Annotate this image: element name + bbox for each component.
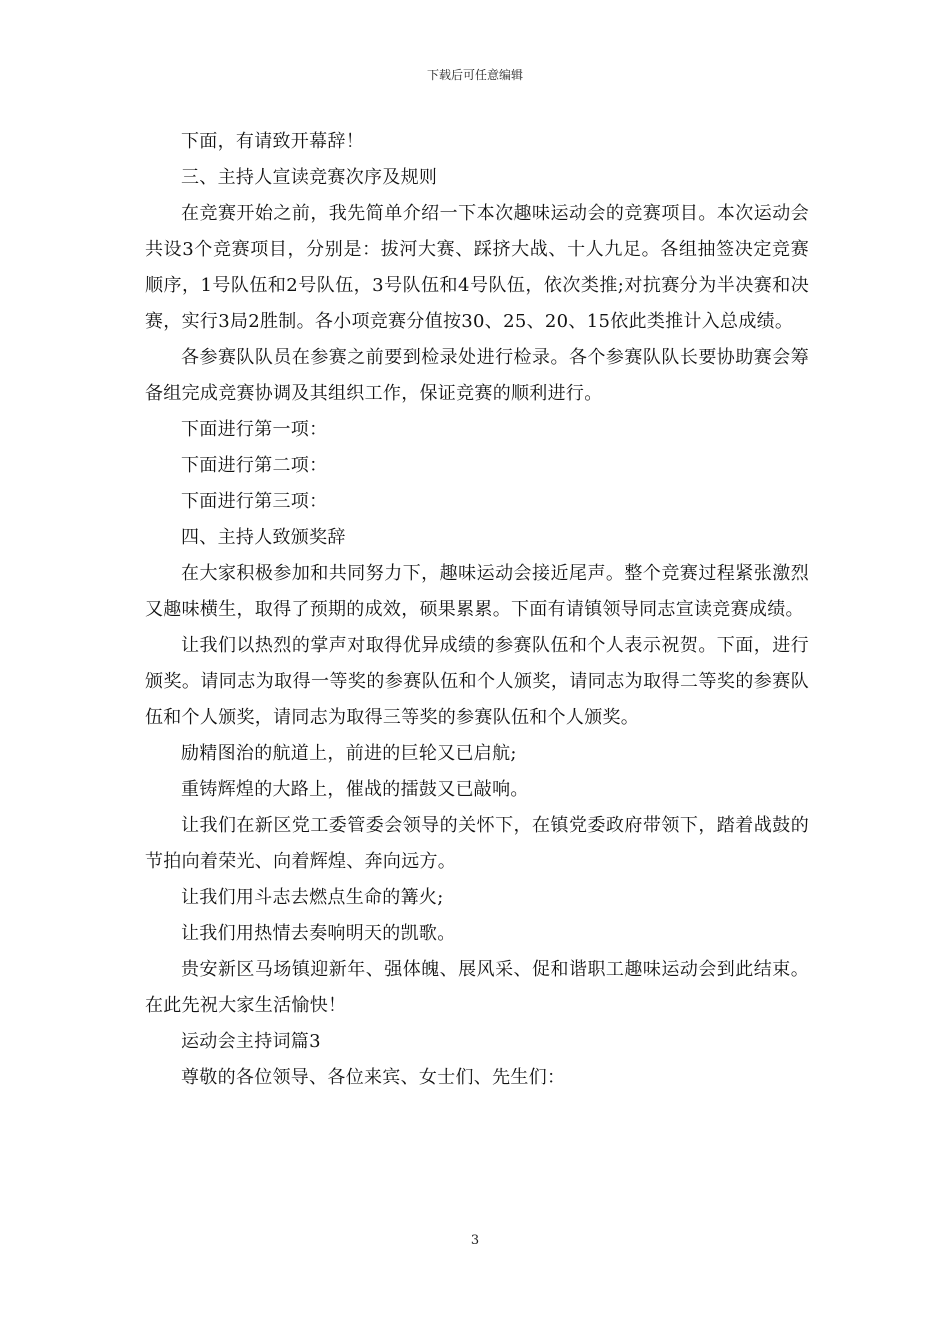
paragraph: 在竞赛开始之前，我先简单介绍一下本次趣味运动会的竞赛项目。本次运动会共设3个竞赛项目，分别是：拔河大赛、踩挤大战、十人九足。各组抽签决定竞赛顺序，1号队伍和2号队伍，3号队伍和4号队伍，依次类推;对抗赛分为半决赛和决赛，实行3局2胜制。各小项竞赛分值按30、25、20、15依此类推计入总成绩。 [145,203,809,332]
paragraph: 下面进行第二项： [181,455,328,476]
section-heading: 运动会主持词篇3 [181,1031,321,1052]
paragraph: 在大家积极参加和共同努力下，趣味运动会接近尾声。整个竞赛过程紧张激烈又趣味横生，取得了预期的成效，硕果累累。下面有请镇领导同志宣读竞赛成绩。 [145,563,809,620]
page-header: 下载后可任意编辑 [426,68,523,82]
paragraph: 重铸辉煌的大路上，催战的擂鼓又已敲响。 [181,779,529,800]
section-heading: 四、主持人致颁奖辞 [181,527,346,548]
paragraph: 各参赛队队员在参赛之前要到检录处进行检录。各个参赛队队长要协助赛会筹备组完成竞赛协调及其组织工作，保证竞赛的顺利进行。 [145,347,809,404]
paragraph: 下面进行第三项： [181,491,328,512]
document-body [145,124,809,1096]
paragraph: 贵安新区马场镇迎新年、强体魄、展风采、促和谐职工趣味运动会到此结束。在此先祝大家生活愉快！ [145,959,809,1016]
paragraph: 让我们在新区党工委管委会领导的关怀下，在镇党委政府带领下，踏着战鼓的节拍向着荣光、向着辉煌、奔向远方。 [145,815,809,872]
paragraph: 让我们以热烈的掌声对取得优异成绩的参赛队伍和个人表示祝贺。下面，进行颁奖。请同志为取得一等奖的参赛队伍和个人颁奖，请同志为取得二等奖的参赛队伍和个人颁奖，请同志为取得三等奖的参赛队伍和个人颁奖。 [145,635,809,728]
paragraph: 让我们用热情去奏响明天的凯歌。 [181,923,456,944]
paragraph: 让我们用斗志去燃点生命的篝火; [181,887,444,908]
paragraph: 下面，有请致开幕辞！ [181,131,364,152]
page-number: 3 [470,1233,480,1248]
section-heading: 三、主持人宣读竞赛次序及规则 [181,167,438,188]
paragraph: 尊敬的各位领导、各位来宾、女士们、先生们： [181,1067,566,1088]
paragraph: 励精图治的航道上，前进的巨轮又已启航; [181,743,517,764]
paragraph: 下面进行第一项： [181,419,328,440]
